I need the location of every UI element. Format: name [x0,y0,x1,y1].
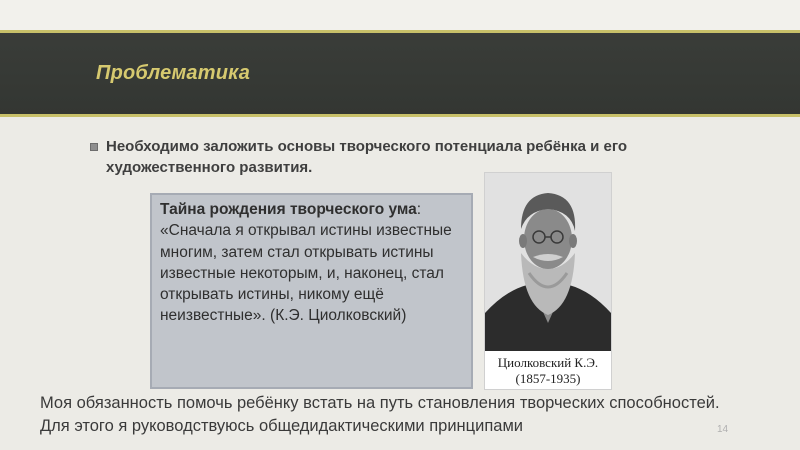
top-strip [0,0,800,30]
accent-line-bottom [0,114,800,117]
quote-box [150,193,473,389]
slide-title: Проблематика [96,62,251,84]
square-bullet-icon [90,143,98,151]
accent-line-top [0,30,800,33]
bullet-text: Необходимо заложить основы творческого потенциала ребёнка и его художественного развития. [106,138,628,176]
quote-heading: Тайна рождения творческого ума [160,201,417,218]
portrait-caption-years: (1857-1935) [515,371,581,386]
bullet-item [90,136,730,178]
page-number: 14 [717,424,729,435]
portrait-caption-name: Циолковский К.Э. [497,355,599,370]
quote-text: : «Сначала я открывал истины известные многим, затем стал открывать истины известные некоторым, и, наконец, стал открывать истины, никому ещё неизвестные». (К.Э. Циолковский) [160,201,452,325]
portrait-photo [485,173,611,351]
portrait-image [484,172,612,390]
body-paragraph: Моя обязанность помочь ребёнку встать на путь становления творческих способностей. Для этого я руководствуюсь общедидактическими принципами [40,394,720,435]
